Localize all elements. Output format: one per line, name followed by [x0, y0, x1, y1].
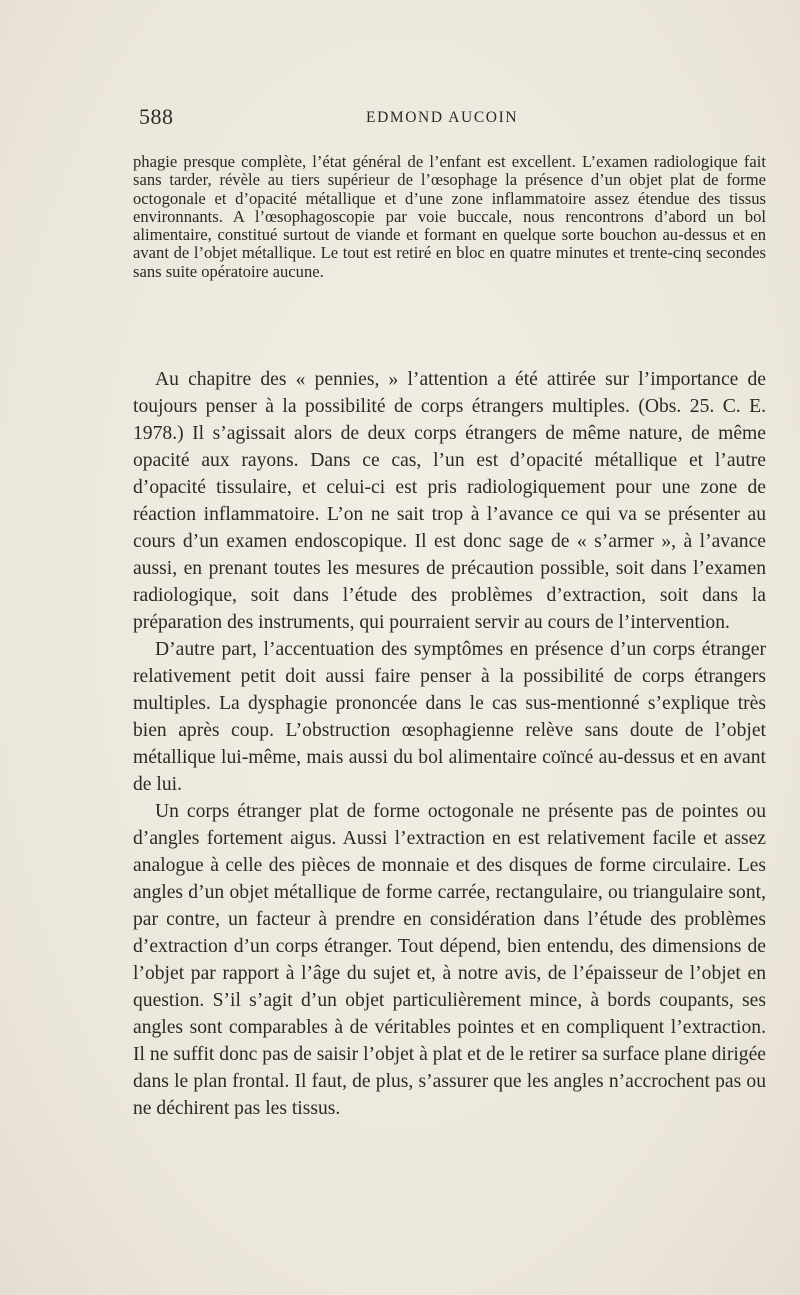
body-paragraph: Au chapitre des « pennies, » l’attention a été attirée sur l’importance de toujours penser à la possibilité de corps étrangers multiples. (Obs. 25. C. E. 1978.) Il s’agissait alors de deux corps étrangers de même nature, de même opacité aux rayons. Dans ce cas, l’un est d’opacité métallique et l’autre d’opacité tissulaire, et celui-ci est pris radiologiquement pour une zone de réaction inflammatoire. L’on ne sait trop à l’avance ce qui va se présenter au cours d’un examen endoscopique. Il est donc sage de « s’armer », à l’avance aussi, en prenant toutes les mesures de précaution possible, soit dans l’examen radiologique, soit dans l’étude des problèmes d’extraction, soit dans la préparation des instruments, qui pourraient servir au cours de l’intervention. [133, 369, 766, 633]
intro-paragraph: phagie presque complète, l’état général de l’enfant est excellent. L’examen radiologique fait sans tarder, révèle au tiers supérieur de l’œsophage la présence d’un objet plat de forme octogonale et d’opacité métallique et d’une zone inflammatoire assez étendue des tissus environnants. A l’œsophagoscopie par voie buccale, nous rencontrons d’abord un bol alimentaire, constitué surtout de viande et formant en quelque sorte bouchon au-dessus et en avant de l’objet métallique. Le tout est retiré en bloc en quatre minutes et trente-cinq secondes sans suite opératoire aucune. [133, 152, 766, 281]
body-paragraph: Un corps étranger plat de forme octogonale ne présente pas de pointes ou d’angles fortement aigus. Aussi l’extraction en est relativement facile et assez analogue à celle des pièces de monnaie et des disques de forme circulaire. Les angles d’un objet métallique de forme carrée, rectangulaire, ou triangulaire sont, par contre, un facteur à prendre en considération dans l’étude des problèmes d’extraction d’un corps étranger. Tout dépend, bien entendu, des dimensions de l’objet par rapport à l’âge du sujet et, à notre avis, de l’épaisseur de l’objet en question. S’il s’agit d’un objet particulièrement mince, à bords coupants, ses angles sont comparables à de véritables pointes et en compliquent l’extraction. Il ne suffit donc pas de saisir l’objet à plat et de le retirer sa surface plane dirigée dans le plan frontal. Il faut, de plus, s’assurer que les angles n’accrochent pas ou ne déchirent pas les tissus. [133, 801, 766, 1119]
discussion-text [133, 366, 766, 1122]
body-paragraph: D’autre part, l’accentuation des symptômes en présence d’un corps étranger relativement petit doit aussi faire penser à la possibilité de corps étrangers multiples. La dysphagie prononcée dans le cas sus-mentionné s’explique très bien après coup. L’obstruction œsophagienne relève sans doute de l’objet métallique lui-même, mais aussi du bol alimentaire coïncé au-dessus et en avant de lui. [133, 639, 766, 795]
page-number: 588 [139, 104, 174, 129]
case-report-excerpt [133, 153, 766, 281]
running-head: EDMOND AUCOIN [366, 109, 519, 126]
page-header [133, 104, 766, 134]
